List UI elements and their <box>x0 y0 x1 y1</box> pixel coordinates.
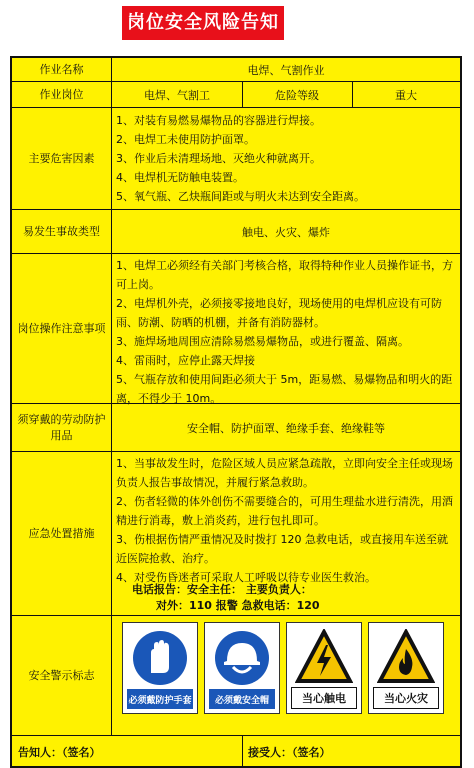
job-name-label: 作业名称 <box>12 58 112 81</box>
sign-caption: 当心火灾 <box>373 687 439 709</box>
fire-icon <box>377 629 435 685</box>
risk-level-label: 危险等级 <box>275 88 319 102</box>
row-ppe <box>12 404 460 452</box>
emergency-item: 1、当事故发生时，危险区域人员应紧急疏散，立即向安全主任或现场负责人报告事故情况，并履行紧急救助。 <box>116 457 453 489</box>
accident-type-label: 易发生事故类型 <box>12 210 112 253</box>
hazards-list <box>116 111 454 206</box>
precaution-item: 5、气瓶存放和使用间距必须大于 5m，距易燃、易爆物品和明火的距离，不得少于 10m。 <box>116 373 453 405</box>
row-emergency <box>12 452 460 616</box>
phone-line-1: 电话报告：安全主任： 主要负责人： <box>132 583 312 596</box>
precaution-item: 2、电焊机外壳，必须接零接地良好，现场使用的电焊机应设有可防雨、防潮、防晒的机棚，并备有消防器材。 <box>116 297 442 329</box>
receiver-signature: 接受人：（签名） <box>248 746 331 759</box>
emergency-phones <box>132 582 454 614</box>
emergency-list <box>116 454 454 587</box>
sign-caption: 当心触电 <box>291 687 357 709</box>
ppe-label: 须穿戴的劳动防护用品 <box>12 404 112 451</box>
informer-signature: 告知人：（签名） <box>18 746 101 759</box>
emergency-item: 4、对受伤昏迷者可采取人工呼吸以待专业医生救治。 <box>116 571 376 584</box>
hazard-item: 4、电焊机无防触电装置。 <box>116 171 244 184</box>
sign-electric <box>286 622 362 714</box>
sign-caption: 必须戴安全帽 <box>209 689 275 709</box>
hazard-item: 1、对装有易燃易爆物品的容器进行焊接。 <box>116 114 321 127</box>
precaution-item: 1、电焊工必须经有关部门考核合格，取得特种作业人员操作证书，方可上岗。 <box>116 259 453 291</box>
phone-line-2: 对外：110 报警 急救电话：120 <box>156 599 320 612</box>
row-accident-type <box>12 210 460 254</box>
page-title: 岗位安全风险告知 <box>122 6 284 40</box>
row-warning-signs <box>12 616 460 736</box>
hazard-item: 2、电焊工未使用防护面罩。 <box>116 133 255 146</box>
precautions-label: 岗位操作注意事项 <box>12 254 112 403</box>
emergency-label: 应急处置措施 <box>12 452 112 615</box>
sign-fire <box>368 622 444 714</box>
hazards-label: 主要危害因素 <box>12 108 112 209</box>
electric-shock-icon <box>295 629 353 685</box>
emergency-item: 3、伤根据伤情严重情况及时拨打 120 急救电话，或直接用车送至就近医院抢救、治疗。 <box>116 533 448 565</box>
row-job-post <box>12 82 460 108</box>
job-post-label: 作业岗位 <box>12 82 112 107</box>
job-post-value: 电焊、气割工 <box>144 88 210 102</box>
job-name-value: 电焊、气割作业 <box>247 63 325 77</box>
row-precautions <box>12 254 460 404</box>
row-hazards <box>12 108 460 210</box>
row-signatures <box>12 736 460 766</box>
risk-level-value: 重大 <box>395 88 417 102</box>
gloves-icon <box>131 629 189 687</box>
warning-signs-label: 安全警示标志 <box>12 616 112 735</box>
row-job-name <box>12 58 460 82</box>
ppe-value: 安全帽、防护面罩、绝缘手套、绝缘鞋等 <box>187 421 385 435</box>
emergency-item: 2、伤者轻微的体外创伤不需要缝合的，可用生理盐水进行清洗，用酒精进行消毒，敷上消炎药，进行包扎即可。 <box>116 495 453 527</box>
sign-helmet <box>204 622 280 714</box>
precaution-item: 3、施焊场地周围应清除易燃易爆物品，或进行覆盖、隔离。 <box>116 335 409 348</box>
hazard-item: 3、作业后未清理场地、灭绝火种就离开。 <box>116 152 321 165</box>
sign-gloves <box>122 622 198 714</box>
sign-caption: 必须戴防护手套 <box>127 689 193 709</box>
precautions-list <box>116 256 454 408</box>
hazard-item: 5、氧气瓶、乙炔瓶间距或与明火未达到安全距离。 <box>116 190 365 203</box>
accident-type-value: 触电、火灾、爆炸 <box>242 225 330 239</box>
header <box>0 0 474 44</box>
risk-card <box>10 56 462 768</box>
precaution-item: 4、雷雨时，应停止露天焊接 <box>116 354 255 367</box>
helmet-icon <box>213 629 271 687</box>
